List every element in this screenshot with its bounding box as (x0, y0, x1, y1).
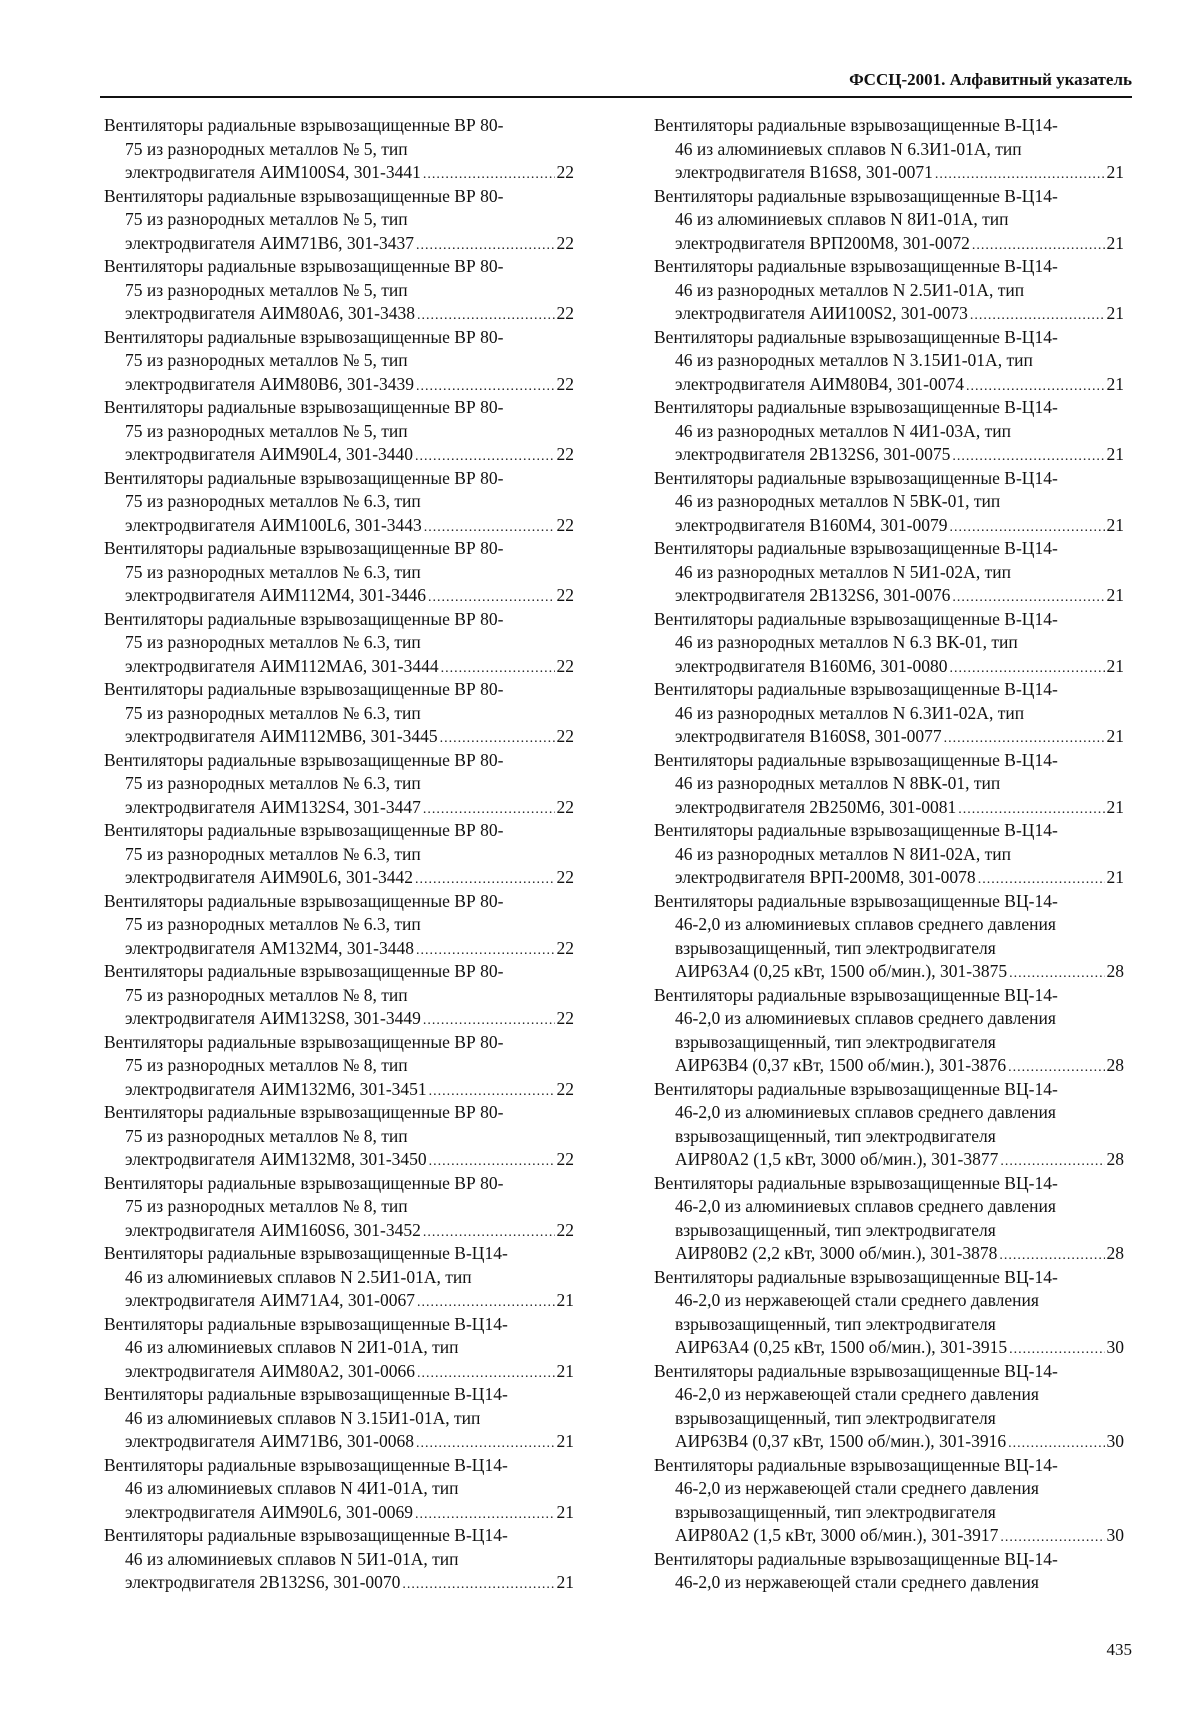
index-entry-line: Вентиляторы радиальные взрывозащищенные ВЦ-14- (654, 1078, 1058, 1099)
dot-leader (417, 1291, 555, 1313)
index-entry-lead-text: электродвигателя АИИ100S2, 301-0073 (675, 303, 968, 323)
index-entry (654, 1078, 1124, 1172)
index-entry (654, 1266, 1124, 1360)
index-entry-lead-line (654, 443, 1124, 467)
index-entry-line: Вентиляторы радиальные взрывозащищенные ВР 80- (104, 820, 504, 840)
index-entry-lead-text: электродвигателя АИМ132S4, 301-3447 (125, 796, 421, 817)
index-entry (104, 396, 574, 467)
index-entry-line: 75 из разнородных металлов № 5, тип (125, 350, 408, 370)
dot-leader (952, 586, 1104, 608)
index-entry-lead-line (104, 866, 574, 890)
dot-leader (428, 586, 555, 608)
index-entry-line: 75 из разнородных металлов № 8, тип (125, 1125, 408, 1146)
index-entry-line: Вентиляторы радиальные взрывозащищенные В-Ц14- (654, 256, 1058, 276)
index-entry-line: 46 из разнородных металлов N 5И1-02А, тип (675, 561, 1011, 582)
index-entry (654, 114, 1124, 185)
index-entry-lead-text: электродвигателя В160S8, 301-0077 (675, 726, 942, 746)
index-entry-lead-line (104, 1501, 574, 1525)
index-entry-lead-line (654, 514, 1124, 538)
index-entry-line: 46 из алюминиевых сплавов N 3.15И1-01А, тип (125, 1407, 481, 1428)
index-entry-page: 21 (556, 1501, 574, 1522)
index-entry-lead-text: электродвигателя 2В132S6, 301-0070 (125, 1572, 401, 1592)
index-entry-lead-line (104, 937, 574, 961)
index-entry-line: 75 из разнородных металлов № 6.3, тип (125, 843, 421, 864)
index-entry-lead-line (654, 796, 1124, 820)
index-entry-lead-text: электродвигателя В160М6, 301-0080 (675, 655, 948, 676)
index-entry-line: взрывозащищенный, тип электродвигателя (675, 937, 996, 958)
index-entry-line: 46-2,0 из нержавеющей стали среднего давления (675, 1572, 1039, 1592)
index-entry-lead-line (104, 161, 574, 185)
index-entry-lead-line (104, 514, 574, 538)
index-entry (654, 678, 1124, 749)
index-entry (654, 326, 1124, 397)
index-entry-page: 21 (1106, 303, 1124, 323)
page-number: 435 (1106, 1640, 1132, 1659)
index-entry-lead-line (654, 655, 1124, 679)
index-entry-line: Вентиляторы радиальные взрывозащищенные ВР 80- (104, 1172, 504, 1193)
index-column-right (654, 114, 1124, 1595)
index-entry-page: 21 (1106, 726, 1124, 746)
index-entry-page: 21 (1106, 162, 1124, 182)
dot-leader (1000, 1526, 1104, 1548)
index-entry-lead-line (104, 725, 574, 749)
index-entry-line: взрывозащищенный, тип электродвигателя (675, 1125, 996, 1146)
dot-leader (999, 1244, 1104, 1266)
index-entry-lead-line (104, 1360, 574, 1384)
index-entry-lead-line (654, 373, 1124, 397)
index-entry-line: Вентиляторы радиальные взрывозащищенные ВР 80- (104, 397, 504, 417)
dot-leader (935, 163, 1105, 185)
index-entry-lead-line (654, 584, 1124, 608)
index-entry-lead-line (104, 1430, 574, 1454)
index-entry-line: 75 из разнородных металлов № 6.3, тип (125, 632, 421, 652)
index-entry-line: Вентиляторы радиальные взрывозащищенные ВР 80- (104, 1031, 504, 1052)
index-entry-lead-line (654, 1242, 1124, 1266)
dot-leader (423, 798, 555, 820)
index-entry-line: 75 из разнородных металлов № 6.3, тип (125, 561, 421, 582)
index-entry-lead-text: АИР80А2 (1,5 кВт, 3000 об/мин.), 301-3877 (675, 1149, 999, 1169)
index-entry (104, 1524, 574, 1595)
index-entry-page: 22 (556, 1149, 574, 1169)
index-entry-lead-line (104, 232, 574, 256)
dot-leader (1008, 1432, 1104, 1454)
dot-leader (978, 868, 1105, 890)
dot-leader (424, 516, 555, 538)
index-entry-line: 75 из разнородных металлов № 5, тип (125, 138, 408, 159)
index-entry-line: Вентиляторы радиальные взрывозащищенные ВЦ-14- (654, 1360, 1058, 1381)
index-entry-line: Вентиляторы радиальные взрывозащищенные В-Ц14- (104, 1525, 508, 1545)
dot-leader (416, 939, 554, 961)
index-entry-lead-text: электродвигателя АИМ112МА6, 301-3444 (125, 655, 439, 676)
index-entry-lead-text: электродвигателя АИМ80В4, 301-0074 (675, 373, 965, 394)
index-entry-page: 21 (1106, 655, 1124, 676)
index-entry-lead-line (654, 960, 1124, 984)
index-entry-line: Вентиляторы радиальные взрывозащищенные В-Ц14- (654, 820, 1058, 840)
index-entry-lead-text: электродвигателя АИМ132S8, 301-3449 (125, 1008, 421, 1028)
dot-leader (949, 657, 1104, 679)
index-entry-page: 22 (556, 162, 574, 182)
dot-leader (416, 1432, 554, 1454)
index-entry-line: 46-2,0 из алюминиевых сплавов среднего давления (675, 1196, 1056, 1216)
index-entry-line: Вентиляторы радиальные взрывозащищенные ВЦ-14- (654, 984, 1058, 1005)
index-entry (654, 1360, 1124, 1454)
index-entry-line: 46 из алюминиевых сплавов N 6.3И1-01А, тип (675, 138, 1022, 159)
index-entry-lead-text: электродвигателя АИМ90L6, 301-0069 (125, 1501, 414, 1522)
index-entry-line: 46-2,0 из алюминиевых сплавов среднего давления (675, 1008, 1056, 1028)
index-entry-line: Вентиляторы радиальные взрывозащищенные В-Ц14- (654, 185, 1058, 206)
index-entry-lead-line (654, 1054, 1124, 1078)
dot-leader (1008, 1056, 1104, 1078)
index-entry-lead-text: электродвигателя АИМ71А4, 301-0067 (125, 1290, 415, 1310)
index-entry-line: 75 из разнородных металлов № 6.3, тип (125, 491, 421, 511)
dot-leader (417, 304, 555, 326)
index-entry-lead-text: электродвигателя АИМ80А2, 301-0066 (125, 1360, 415, 1381)
dot-leader (423, 1221, 555, 1243)
index-entry-line: 46 из алюминиевых сплавов N 4И1-01А, тип (125, 1478, 459, 1498)
index-entry-line: 75 из разнородных металлов № 8, тип (125, 1196, 408, 1216)
index-entry-line: взрывозащищенный, тип электродвигателя (675, 1407, 996, 1428)
index-entry-lead-text: АИР63В4 (0,37 кВт, 1500 об/мин.), 301-3916 (675, 1431, 1007, 1451)
dot-leader (949, 516, 1104, 538)
index-entry-lead-line (104, 443, 574, 467)
index-entry-line: Вентиляторы радиальные взрывозащищенные В-Ц14- (654, 115, 1058, 135)
index-entry-lead-text: электродвигателя ВРП200М8, 301-0072 (675, 232, 970, 253)
index-entry-line: 46 из разнородных металлов N 3.15И1-01А, тип (675, 350, 1033, 370)
index-entry-page: 21 (1106, 796, 1124, 817)
index-entry-lead-text: электродвигателя АИМ90L4, 301-3440 (125, 444, 414, 464)
index-entry-line: Вентиляторы радиальные взрывозащищенные В-Ц14- (654, 538, 1058, 558)
index-entry-line: взрывозащищенный, тип электродвигателя (675, 1501, 996, 1522)
dot-leader (958, 798, 1104, 820)
index-entry-lead-line (654, 1524, 1124, 1548)
index-entry-line: Вентиляторы радиальные взрывозащищенные ВЦ-14- (654, 1172, 1058, 1193)
index-entry (104, 537, 574, 608)
dot-leader (402, 1573, 554, 1595)
index-entry-line: 46-2,0 из нержавеющей стали среднего давления (675, 1290, 1039, 1310)
index-entry-page: 30 (1106, 1337, 1124, 1357)
index-entry-page: 28 (1106, 1149, 1124, 1169)
index-entry-lead-line (104, 1571, 574, 1595)
index-entry-line: Вентиляторы радиальные взрывозащищенные В-Ц14- (104, 1454, 508, 1475)
index-entry-lead-text: АИР63А4 (0,25 кВт, 1500 об/мин.), 301-3875 (675, 961, 1008, 981)
index-entry-page: 28 (1106, 961, 1124, 981)
index-entry (104, 1172, 574, 1243)
index-entry-line: Вентиляторы радиальные взрывозащищенные В-Ц14- (654, 749, 1058, 770)
index-entry-page: 21 (1106, 232, 1124, 253)
index-entry-line: Вентиляторы радиальные взрывозащищенные ВР 80- (104, 608, 504, 629)
index-entry-page: 22 (556, 867, 574, 887)
index-column-left (104, 114, 574, 1595)
index-entry (654, 185, 1124, 256)
dot-leader (416, 375, 554, 397)
index-entry-lead-text: электродвигателя АИМ132М8, 301-3450 (125, 1149, 427, 1169)
index-entry-lead-line (104, 655, 574, 679)
index-entry-page: 21 (1106, 585, 1124, 605)
index-entry-line: Вентиляторы радиальные взрывозащищенные ВР 80- (104, 1102, 504, 1122)
index-entry-lead-text: электродвигателя АИМ71В6, 301-0068 (125, 1431, 415, 1451)
dot-leader (423, 163, 555, 185)
index-entry-line: 46 из разнородных металлов N 4И1-03А, тип (675, 420, 1011, 441)
dot-leader (441, 657, 555, 679)
index-entry-page: 21 (556, 1290, 574, 1310)
index-entry-lead-line (654, 232, 1124, 256)
index-entry-page: 22 (556, 726, 574, 746)
index-entry-lead-line (104, 1007, 574, 1031)
index-entry (104, 749, 574, 820)
index-entry-lead-text: электродвигателя ВРП-200М8, 301-0078 (675, 867, 976, 887)
index-entry-lead-text: электродвигателя АИМ160S6, 301-3452 (125, 1219, 421, 1240)
index-entry-line: 46-2,0 из алюминиевых сплавов среднего давления (675, 1102, 1056, 1122)
index-entry-line: 46 из разнородных металлов N 8ВК-01, тип (675, 773, 1001, 793)
index-entry-lead-text: электродвигателя АМ132М4, 301-3448 (125, 937, 415, 958)
dot-leader (970, 304, 1105, 326)
index-entry-line: взрывозащищенный, тип электродвигателя (675, 1313, 996, 1334)
dot-leader (1009, 1338, 1104, 1360)
index-entry-page: 21 (556, 1572, 574, 1592)
index-entry-line: Вентиляторы радиальные взрывозащищенные ВР 80- (104, 538, 504, 558)
index-entry-page: 22 (556, 444, 574, 464)
index-entry-page: 28 (1106, 1243, 1124, 1263)
dot-leader (966, 375, 1104, 397)
dot-leader (429, 1150, 555, 1172)
dot-leader (1009, 962, 1104, 984)
index-entry-line: взрывозащищенный, тип электродвигателя (675, 1031, 996, 1052)
index-entry (654, 984, 1124, 1078)
index-entry-line: 75 из разнородных металлов № 6.3, тип (125, 702, 421, 723)
index-entry-line: 75 из разнородных металлов № 6.3, тип (125, 914, 421, 934)
index-entry-lead-text: АИР80В2 (2,2 кВт, 3000 об/мин.), 301-3878 (675, 1243, 998, 1263)
index-entry (104, 1454, 574, 1525)
index-entry-lead-text: электродвигателя 2В250М6, 301-0081 (675, 796, 957, 817)
index-entry-lead-line (104, 1289, 574, 1313)
index-entry-lead-text: АИР80А2 (1,5 кВт, 3000 об/мин.), 301-3917 (675, 1525, 999, 1545)
index-entry-lead-line (654, 725, 1124, 749)
index-entry-page: 21 (556, 1360, 574, 1381)
index-entry-lead-text: электродвигателя АИМ71В6, 301-3437 (125, 232, 415, 253)
index-entry-line: взрывозащищенный, тип электродвигателя (675, 1219, 996, 1240)
dot-leader (972, 234, 1105, 256)
dot-leader (423, 1009, 555, 1031)
index-entry (104, 326, 574, 397)
index-entry-line: Вентиляторы радиальные взрывозащищенные В-Ц14- (104, 1384, 508, 1404)
index-entry-line: Вентиляторы радиальные взрывозащищенные ВР 80- (104, 326, 504, 347)
index-entry-line: 46 из разнородных металлов N 8И1-02А, тип (675, 843, 1011, 864)
dot-leader (416, 234, 554, 256)
index-entry-line: 46 из алюминиевых сплавов N 8И1-01А, тип (675, 209, 1009, 229)
index-entry-page: 28 (1106, 1055, 1124, 1075)
index-entry-lead-text: АИР63А4 (0,25 кВт, 1500 об/мин.), 301-3915 (675, 1337, 1008, 1357)
index-entry-line: Вентиляторы радиальные взрывозащищенные ВР 80- (104, 961, 504, 981)
index-entry (104, 890, 574, 961)
index-entry (104, 255, 574, 326)
index-entry (654, 396, 1124, 467)
index-entry-lead-line (654, 302, 1124, 326)
index-entry (104, 1313, 574, 1384)
index-entry-line: 46 из разнородных металлов N 2.5И1-01А, тип (675, 279, 1025, 300)
index-entry (654, 749, 1124, 820)
index-entry-line: 46 из разнородных металлов N 6.3И1-02А, тип (675, 702, 1025, 723)
index-entry-line: 75 из разнородных металлов № 8, тип (125, 984, 408, 1005)
index-entry-line: 46 из алюминиевых сплавов N 5И1-01А, тип (125, 1548, 459, 1569)
index-entry-line: Вентиляторы радиальные взрывозащищенные В-Ц14- (654, 397, 1058, 417)
index-entry (104, 467, 574, 538)
index-entry-lead-line (104, 584, 574, 608)
index-entry-line: Вентиляторы радиальные взрывозащищенные В-Ц14- (104, 1313, 508, 1334)
index-entry-lead-text: электродвигателя АИМ112М4, 301-3446 (125, 585, 426, 605)
index-entry-line: Вентиляторы радиальные взрывозащищенные В-Ц14- (654, 467, 1058, 488)
index-entry (654, 1548, 1124, 1595)
index-entry-line: 75 из разнородных металлов № 5, тип (125, 420, 408, 441)
page-header-title: ФССЦ-2001. Алфавитный указатель (849, 70, 1132, 89)
index-entry-line: Вентиляторы радиальные взрывозащищенные ВЦ-14- (654, 890, 1058, 911)
index-entry-lead-line (654, 866, 1124, 890)
index-entry-lead-text: электродвигателя 2В132S6, 301-0076 (675, 585, 951, 605)
index-entry (104, 185, 574, 256)
index-entry-lead-line (104, 1148, 574, 1172)
dot-leader (1000, 1150, 1104, 1172)
index-entry-line: Вентиляторы радиальные взрывозащищенные ВР 80- (104, 890, 504, 911)
dot-leader (440, 727, 555, 749)
index-entry (104, 1383, 574, 1454)
index-entry-page: 21 (556, 1431, 574, 1451)
index-entry-lead-line (104, 373, 574, 397)
dot-leader (417, 1362, 555, 1384)
index-entry-line: Вентиляторы радиальные взрывозащищенные В-Ц14- (654, 679, 1058, 699)
index-entry (104, 608, 574, 679)
index-entry-page: 30 (1106, 1525, 1124, 1545)
index-entry-line: 46 из разнородных металлов N 5ВК-01, тип (675, 491, 1001, 511)
index-entry-lead-line (104, 1219, 574, 1243)
index-entry-line: 46-2,0 из алюминиевых сплавов среднего давления (675, 914, 1056, 934)
index-entry-page: 21 (1106, 514, 1124, 535)
index-entry (104, 960, 574, 1031)
index-entry (654, 467, 1124, 538)
index-entry-lead-text: электродвигателя 2В132S6, 301-0075 (675, 444, 951, 464)
index-entry-lead-text: электродвигателя АИМ112МВ6, 301-3445 (125, 726, 438, 746)
index-entry (654, 1454, 1124, 1548)
index-entry-line: Вентиляторы радиальные взрывозащищенные ВЦ-14- (654, 1266, 1058, 1287)
index-entry-page: 22 (556, 655, 574, 676)
dot-leader (415, 445, 554, 467)
index-entry-page: 22 (556, 303, 574, 323)
index-entry-lead-line (104, 302, 574, 326)
index-entry (104, 1101, 574, 1172)
index-entry (104, 819, 574, 890)
index-entry-lead-line (104, 796, 574, 820)
index-entry (654, 608, 1124, 679)
index-entry-page: 22 (556, 937, 574, 958)
index-entry-line: 46 из алюминиевых сплавов N 2.5И1-01А, тип (125, 1266, 472, 1287)
index-entry-page: 22 (556, 514, 574, 535)
index-entry-page: 22 (556, 1008, 574, 1028)
index-entry-line: Вентиляторы радиальные взрывозащищенные В-Ц14- (654, 326, 1058, 347)
index-entry-line: 75 из разнородных металлов № 5, тип (125, 279, 408, 300)
index-entry-lead-text: электродвигателя АИМ100S4, 301-3441 (125, 162, 421, 182)
index-entry-line: Вентиляторы радиальные взрывозащищенные ВР 80- (104, 749, 504, 770)
index-entry-lead-text: электродвигателя АИМ90L6, 301-3442 (125, 867, 414, 887)
index-entry-lead-line (654, 1148, 1124, 1172)
dot-leader (429, 1080, 555, 1102)
index-entry (654, 255, 1124, 326)
index-entry-page: 22 (556, 373, 574, 394)
index-entry-page: 22 (556, 232, 574, 253)
index-entry (654, 890, 1124, 984)
index-entry-line: Вентиляторы радиальные взрывозащищенные В-Ц14- (654, 608, 1058, 629)
index-entry-page: 21 (1106, 444, 1124, 464)
index-entry-lead-text: электродвигателя АИМ80В6, 301-3439 (125, 373, 415, 394)
index-entry (104, 1031, 574, 1102)
index-entry (104, 114, 574, 185)
index-entry-line: 46 из алюминиевых сплавов N 2И1-01А, тип (125, 1337, 459, 1357)
index-entry-page: 22 (556, 1219, 574, 1240)
index-entry-line: Вентиляторы радиальные взрывозащищенные ВР 80- (104, 185, 504, 206)
index-entry-lead-line (104, 1078, 574, 1102)
index-entry-lead-text: электродвигателя В16S8, 301-0071 (675, 162, 933, 182)
index-entry-lead-line (654, 161, 1124, 185)
index-entry-line: Вентиляторы радиальные взрывозащищенные ВР 80- (104, 115, 504, 135)
index-entry-line: Вентиляторы радиальные взрывозащищенные ВР 80- (104, 256, 504, 276)
index-entry-lead-text: электродвигателя АИМ80А6, 301-3438 (125, 303, 415, 323)
index-entry-page: 22 (556, 585, 574, 605)
index-entry (654, 537, 1124, 608)
index-entry-line: 46 из разнородных металлов N 6.3 ВК-01, тип (675, 632, 1018, 652)
index-entry (104, 1242, 574, 1313)
page-header (100, 66, 1132, 98)
index-entry-line: Вентиляторы радиальные взрывозащищенные В-Ц14- (104, 1243, 508, 1263)
dot-leader (944, 727, 1105, 749)
index-entry-lead-line (654, 1336, 1124, 1360)
dot-leader (415, 868, 554, 890)
index-entry-lead-line (654, 1430, 1124, 1454)
index-entry-lead-text: электродвигателя АИМ100L6, 301-3443 (125, 514, 422, 535)
index-entry-line: 46-2,0 из нержавеющей стали среднего давления (675, 1384, 1039, 1404)
index-entry-line: Вентиляторы радиальные взрывозащищенные ВЦ-14- (654, 1454, 1058, 1475)
index-entry (654, 1172, 1124, 1266)
index-entry-line: 46-2,0 из нержавеющей стали среднего давления (675, 1478, 1039, 1498)
index-entry-page: 21 (1106, 867, 1124, 887)
index-entry-line: Вентиляторы радиальные взрывозащищенные ВЦ-14- (654, 1548, 1058, 1569)
index-entry-lead-text: электродвигателя АИМ132М6, 301-3451 (125, 1078, 427, 1099)
index-entry-line: Вентиляторы радиальные взрывозащищенные ВР 80- (104, 679, 504, 699)
index-entry-page: 22 (556, 1078, 574, 1099)
dot-leader (415, 1503, 554, 1525)
index-entry-line: 75 из разнородных металлов № 8, тип (125, 1055, 408, 1075)
index-entry-page: 21 (1106, 373, 1124, 394)
index-entry-lead-text: электродвигателя В160М4, 301-0079 (675, 514, 948, 535)
index-entry (654, 819, 1124, 890)
index-entry-line: 75 из разнородных металлов № 6.3, тип (125, 773, 421, 793)
index-entry-lead-text: АИР63В4 (0,37 кВт, 1500 об/мин.), 301-3876 (675, 1055, 1007, 1075)
index-entry (104, 678, 574, 749)
index-entry-page: 22 (556, 796, 574, 817)
index-entry-page: 30 (1106, 1431, 1124, 1451)
dot-leader (952, 445, 1104, 467)
index-entry-line: 75 из разнородных металлов № 5, тип (125, 209, 408, 229)
index-entry-line: Вентиляторы радиальные взрывозащищенные ВР 80- (104, 467, 504, 488)
